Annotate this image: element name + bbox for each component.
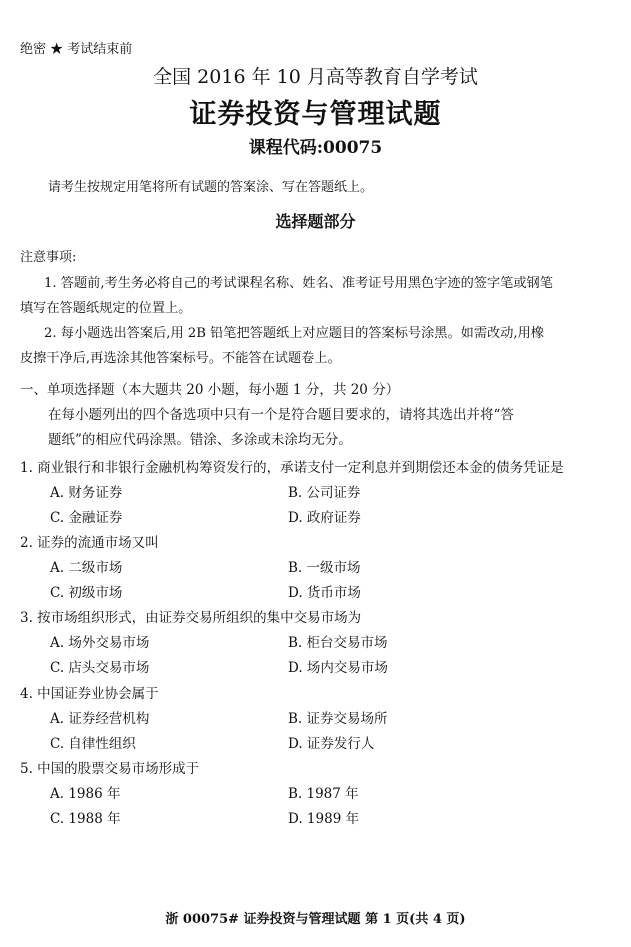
note-line: 1. 答题前,考生务必将自己的考试课程名称、姓名、准考证号用黑色字迹的签字笔或钢笔 xyxy=(44,276,553,291)
question-stem: 1. 商业银行和非银行金融机构筹资发行的，承诺支付一定利息并到期偿还本金的债务凭证是 xyxy=(20,460,564,476)
option: D. 1989 年 xyxy=(288,811,360,827)
option: B. 柜台交易市场 xyxy=(288,635,388,651)
subject-title: 证券投资与管理试题 xyxy=(189,99,442,130)
course-code: 课程代码:00075 xyxy=(248,138,383,158)
option: C. 初级市场 xyxy=(50,585,123,601)
notes-heading: 注意事项: xyxy=(20,250,77,265)
option: C. 1988 年 xyxy=(50,811,121,827)
confidential-label: 绝密 ★ 考试结束前 xyxy=(20,42,133,57)
note-line: 2. 每小题选出答案后,用 2B 铅笔把答题纸上对应题目的答案标号涂黑。如需改动,用橡 xyxy=(44,326,544,341)
option: A. 1986 年 xyxy=(50,786,121,802)
option: D. 政府证券 xyxy=(288,510,361,526)
option: D. 货币市场 xyxy=(288,585,361,601)
note-line: 填写在答题纸规定的位置上。 xyxy=(20,301,192,316)
option: A. 二级市场 xyxy=(50,560,123,576)
option: A. 证券经营机构 xyxy=(50,711,150,727)
answer-instruction: 请考生按规定用笔将所有试题的答案涂、写在答题纸上。 xyxy=(48,180,374,195)
option: B. 1987 年 xyxy=(288,786,359,802)
option: A. 财务证券 xyxy=(50,485,123,501)
option: A. 场外交易市场 xyxy=(50,635,150,651)
question-stem: 5. 中国的股票交易市场形成于 xyxy=(20,761,200,777)
option: D. 场内交易市场 xyxy=(288,660,388,676)
section-title: 选择题部分 xyxy=(275,212,356,231)
option: B. 公司证券 xyxy=(288,485,361,501)
option: C. 金融证券 xyxy=(50,510,123,526)
option: C. 店头交易市场 xyxy=(50,660,150,676)
part-description: 在每小题列出的四个备选项中只有一个是符合题目要求的，请将其选出并将“答 xyxy=(48,407,514,423)
note-line: 皮擦干净后,再选涂其他答案标号。不能答在试题卷上。 xyxy=(20,351,341,366)
question-stem: 3. 按市场组织形式，由证券交易所组织的集中交易市场为 xyxy=(20,610,362,626)
option: B. 证券交易场所 xyxy=(288,711,388,727)
option: B. 一级市场 xyxy=(288,560,361,576)
question-stem: 2. 证券的流通市场又叫 xyxy=(20,535,159,551)
page-footer: 浙 00075# 证券投资与管理试题 第 1 页(共 4 页) xyxy=(165,912,466,927)
part-title: 一、单项选择题（本大题共 20 小题，每小题 1 分，共 20 分） xyxy=(20,382,400,398)
option: D. 证券发行人 xyxy=(288,736,375,752)
exam-title: 全国 2016 年 10 月高等教育自学考试 xyxy=(153,66,478,88)
question-stem: 4. 中国证券业协会属于 xyxy=(20,686,159,702)
part-description: 题纸”的相应代码涂黑。错涂、多涂或未涂均无分。 xyxy=(48,432,352,448)
option: C. 自律性组织 xyxy=(50,736,136,752)
